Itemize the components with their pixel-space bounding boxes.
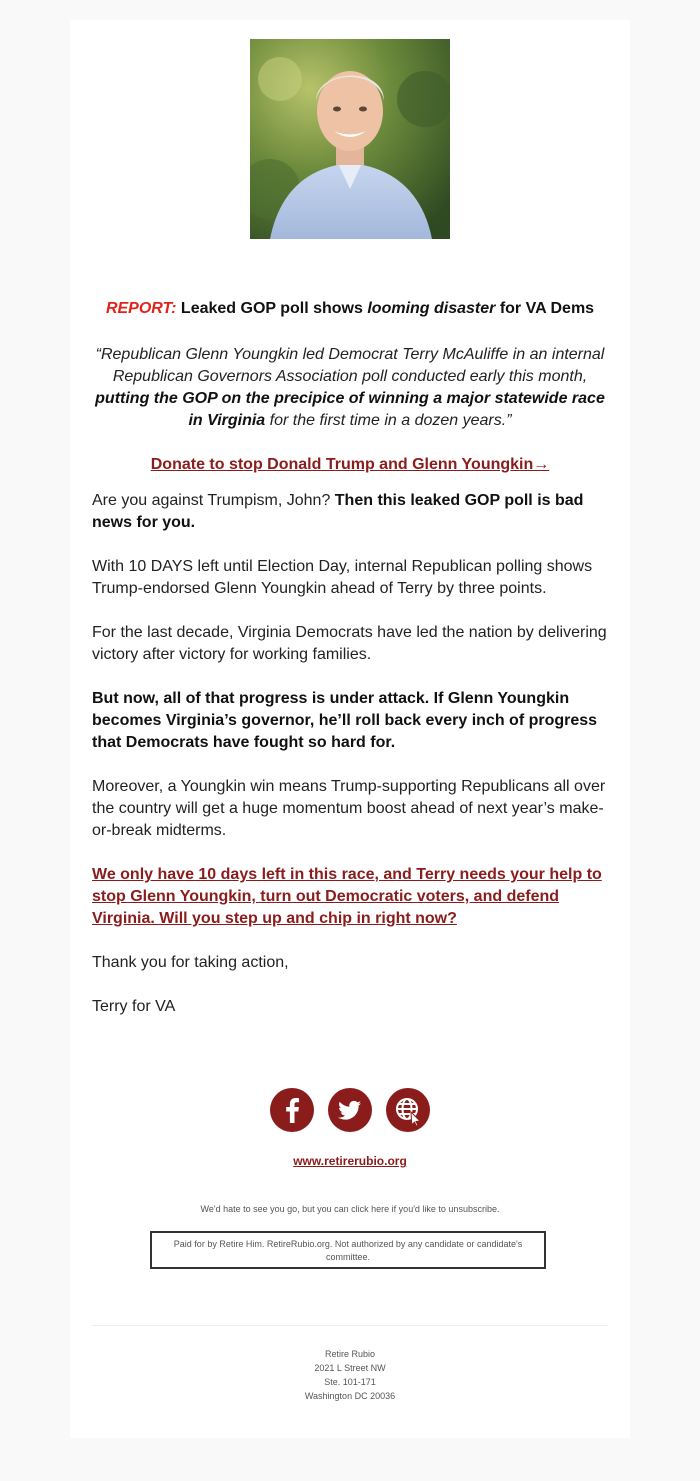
paragraph-1 (92, 490, 608, 534)
address-line: Ste. 101-171 (324, 1377, 376, 1387)
headline-text-before: Leaked GOP poll shows (176, 300, 368, 317)
candidate-portrait-image (250, 39, 450, 239)
footer-divider (92, 1325, 608, 1326)
quote-bold: putting the GOP on the precipice of winning a major statewide race in Virginia (95, 390, 605, 429)
paid-for-disclaimer: Paid for by Retire Him. RetireRubio.org. Not authorized by any candidate or candidate's committee. (150, 1231, 546, 1269)
address-line: Washington DC 20036 (304, 1391, 396, 1401)
paragraph-2: With 10 DAYS left until Election Day, internal Republican polling shows Trump-endorsed Glenn Youngkin ahead of Terry by three points. (92, 558, 593, 597)
paragraph-3: For the last decade, Virginia Democrats have led the nation by delivering victory after victory for working families. (92, 624, 607, 663)
donate-link[interactable]: Donate to stop Donald Trump and Glenn Youngkin→ (150, 456, 550, 473)
email-card (70, 20, 630, 1438)
address-line: 2021 L Street NW (314, 1363, 386, 1373)
quote-part-1: “Republican Glenn Youngkin led Democrat Terry McAuliffe in an internal Republican Governors Association poll conducted early this month, (95, 346, 605, 385)
address-line: Retire Rubio (324, 1349, 376, 1359)
website-button[interactable] (386, 1088, 430, 1132)
paragraph-1-normal: Are you against Trumpism, John? (92, 492, 335, 509)
mailing-address (70, 1347, 630, 1403)
paragraph-4 (92, 688, 608, 754)
unsubscribe-link[interactable]: We'd hate to see you go, but you can click here if you'd like to unsubscribe. (200, 1204, 500, 1214)
thanks-line: Thank you for taking action, (92, 954, 289, 971)
donate-call-to-action-link[interactable]: We only have 10 days left in this race, and Terry needs your help to stop Glenn Youngkin, turn out Democratic voters, and defend Virginia. Will you step up and chip in right now? (92, 866, 602, 927)
facebook-icon (270, 1088, 314, 1132)
website-icon (386, 1088, 430, 1132)
candidate-photo (250, 39, 450, 239)
website-link[interactable]: www.retirerubio.org (293, 1154, 407, 1168)
headline-text-after: for VA Dems (495, 300, 595, 317)
paragraph-4-bold: But now, all of that progress is under attack. If Glenn Youngkin becomes Virginia’s governor, he’ll roll back every inch of progress that Democrats have fought so hard for. (92, 690, 598, 751)
headline-italic-text: looming disaster (367, 300, 496, 317)
quote-part-2: for the first time in a dozen years.” (265, 412, 512, 429)
twitter-icon (328, 1088, 372, 1132)
headline (70, 300, 630, 318)
news-quote (92, 344, 608, 432)
paragraph-5: Moreover, a Youngkin win means Trump-supporting Republicans all over the country will get a huge momentum boost ahead of next year’s make-or-break midterms. (92, 778, 606, 839)
paragraph-1-bold: Then this leaked GOP poll is bad news for you. (92, 492, 584, 531)
report-label: REPORT: (105, 300, 177, 317)
facebook-button[interactable] (270, 1088, 314, 1132)
signoff: Terry for VA (92, 998, 176, 1015)
twitter-button[interactable] (328, 1088, 372, 1132)
